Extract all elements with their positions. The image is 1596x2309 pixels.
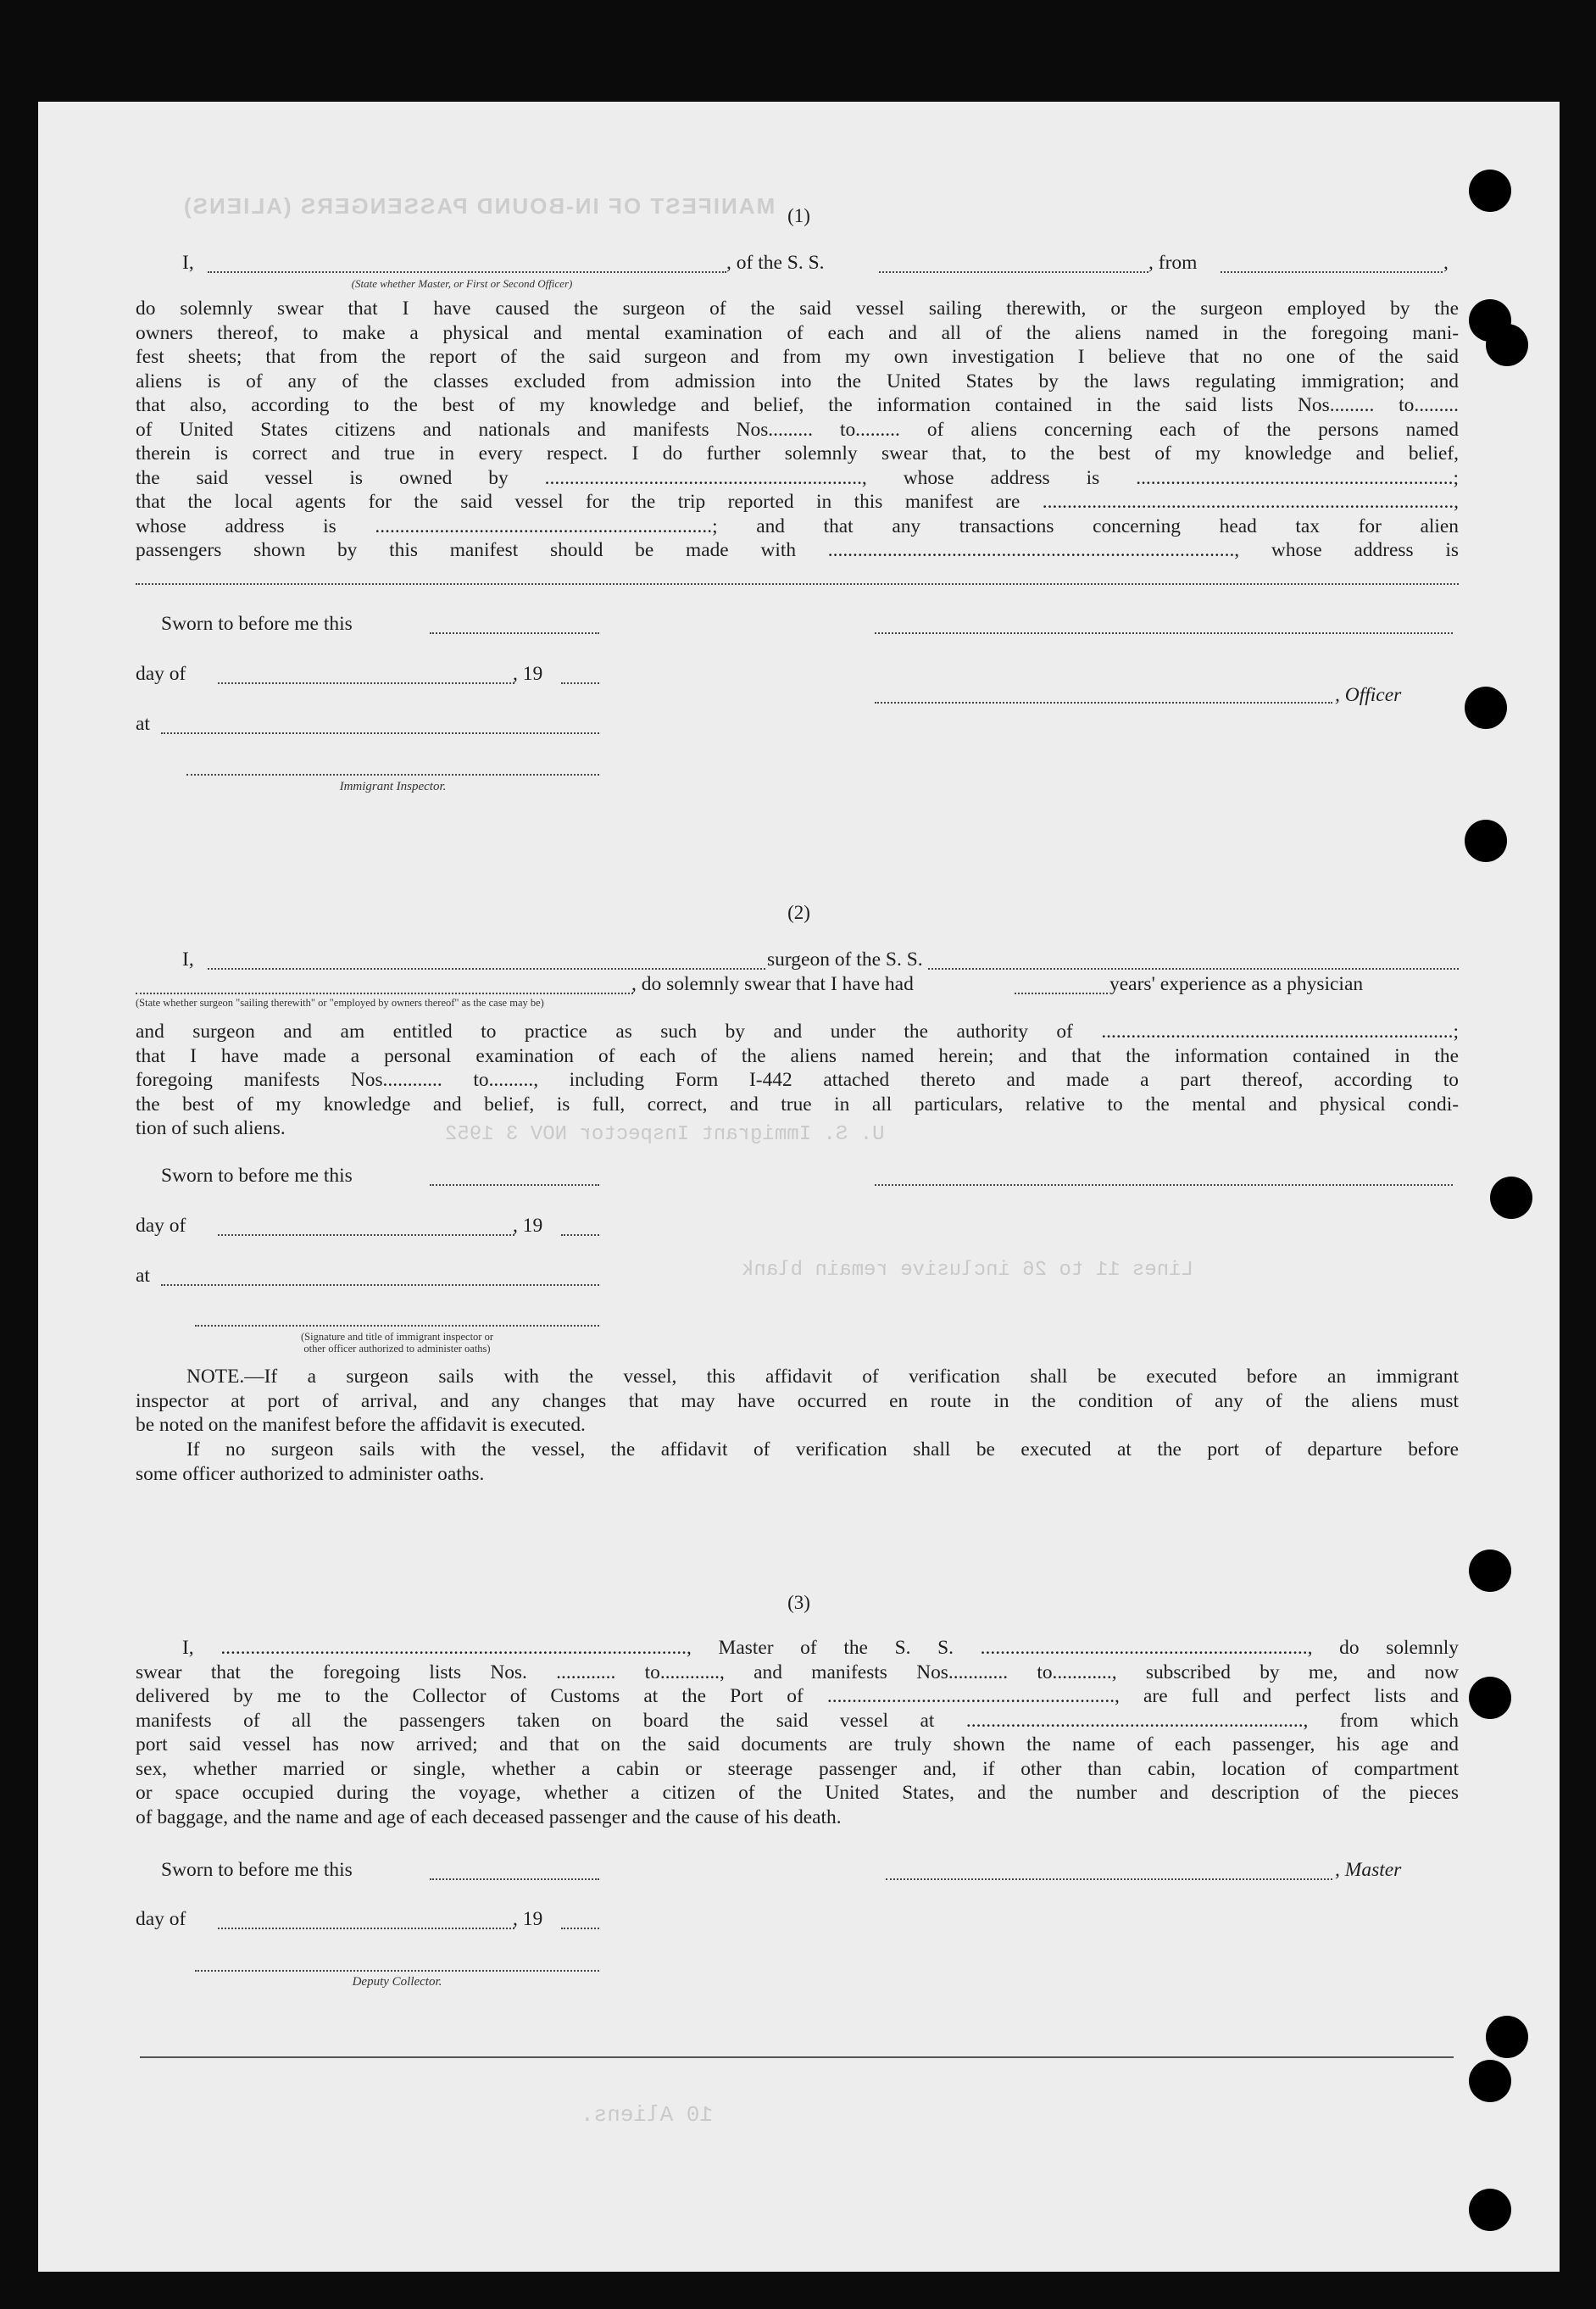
section-1-opening-i: I,	[182, 252, 194, 274]
paragraph-line: of baggage, and the name and age of each deceased passenger and the cause of his death.	[136, 1805, 842, 1828]
year-field	[561, 682, 599, 684]
section-2-oath-paragraph	[136, 1020, 1459, 1141]
bleed-through-footer: 10 Aliens.	[581, 2102, 714, 2128]
from-label: , from	[1148, 252, 1198, 274]
binder-hole	[1465, 820, 1507, 862]
at-label: at	[136, 1265, 150, 1287]
paragraph-line: that the local agents for the said vessel for the trip reported in this manifest are ...................................................................................,	[136, 491, 1459, 513]
year-label: , 19	[513, 1215, 543, 1237]
deputy-collector-caption: Deputy Collector.	[352, 1975, 442, 1989]
paragraph-line: that also, according to the best of my knowledge and belief, the information contained in the said lists Nos......... to.........	[136, 394, 1459, 416]
paragraph-line: sex, whether married or single, whether a cabin or steerage passenger and, if other than cabin, location of compartment	[136, 1757, 1459, 1780]
section-3-number: (3)	[787, 1592, 810, 1613]
section-3-oath-paragraph	[136, 1636, 1459, 1829]
surgeon-status-field	[136, 993, 633, 994]
paragraph-line: port said vessel has now arrived; and that on the said documents are truly shown the name of each passenger, his age and	[136, 1733, 1459, 1755]
surgeon-vessel-field	[928, 968, 1459, 970]
binder-hole	[1469, 170, 1511, 212]
month-field	[218, 1234, 514, 1236]
rank-field-note: (State whether Master, or First or Second Officer)	[351, 277, 573, 290]
master-label: , Master	[1335, 1859, 1402, 1881]
bleed-through-stamp: U. S. Immigrant Inspector NOV 3 1952	[445, 1123, 885, 1146]
paragraph-line: I, .............................................................................................., Master of the S. S. .................................................................., do solemnly	[182, 1637, 1459, 1659]
surgeon-oath-label: , do solemnly swear that I have had	[631, 973, 914, 995]
master-signature-field	[886, 1878, 1332, 1880]
paragraph-line: whose address is ....................................................................; and that any transactions concerning head tax for alien	[136, 515, 1459, 537]
year-label: , 19	[513, 1908, 543, 1930]
paragraph-line: or space occupied during the voyage, whether a citizen of the United States, and the number and description of the pieces	[136, 1782, 1459, 1804]
surgeon-of-ss-label: surgeon of the S. S.	[767, 949, 923, 971]
line-end-comma: ,	[1443, 252, 1449, 274]
paragraph-line: manifests of all the passengers taken on board the said vessel at ...................................................................., from which	[136, 1709, 1459, 1732]
surgeon-signature-field	[875, 1184, 1453, 1186]
paragraph-line: owners thereof, to make a physical and mental examination of each and all of the aliens named in the foregoing mani-	[136, 321, 1459, 344]
note-line: inspector at port of arrival, and any changes that may have occurred en route in the condition of any of the aliens must	[136, 1389, 1459, 1412]
deputy-collector-signature-field	[195, 1970, 599, 1972]
note-line: be noted on the manifest before the affidavit is executed.	[136, 1414, 586, 1436]
years-experience-field	[1015, 993, 1108, 994]
caption-line: (Signature and title of immigrant inspector or	[300, 1331, 494, 1343]
caption-line: other officer authorized to administer oaths)	[303, 1343, 491, 1355]
paragraph-line: fest sheets; that from the report of the said surgeon and from my own investigation I believe that no one of the said	[136, 346, 1459, 368]
note-line: some officer authorized to administer oaths.	[136, 1462, 485, 1485]
sworn-date-field	[430, 1184, 599, 1186]
bleed-through-lines-note: Lines 11 to 26 inclusive remain blank	[742, 1259, 1193, 1282]
officer-name-field	[875, 702, 1332, 704]
officer-label: , Officer	[1335, 684, 1402, 706]
paragraph-line: that I have made a personal examination of each of the aliens named herein; and that the information contained in the	[136, 1044, 1459, 1067]
paragraph-line: tion of such aliens.	[136, 1117, 286, 1139]
rank-field	[208, 271, 726, 273]
paragraph-line: foregoing manifests Nos............ to........., including Form I-442 attached thereto and made a part thereof, according to	[136, 1069, 1459, 1091]
paragraph-line: swear that the foregoing lists Nos. ............ to............, and manifests Nos............ to............, subscribed by me, and now	[136, 1661, 1459, 1683]
sworn-date-field	[430, 1878, 599, 1880]
years-experience-label: years' experience as a physician	[1109, 973, 1364, 995]
binder-hole	[1490, 1177, 1532, 1219]
paragraph-line: and surgeon and am entitled to practice as such by and under the authority of .......................................................................;	[136, 1021, 1459, 1043]
section-2-number: (2)	[787, 902, 810, 923]
day-of-label: day of	[136, 1908, 186, 1930]
section-2-opening-i: I,	[182, 949, 194, 971]
paragraph-line: aliens is of any of the classes excluded from admission into the United States by the laws regulating immigration; and	[136, 370, 1459, 392]
paragraph-line: delivered by me to the Collector of Customs at the Port of .........................................................., are full and perfect lists and	[136, 1685, 1459, 1707]
bleed-through-header: MANIFEST OF IN-BOUND PASSENGERS (ALIENS)	[182, 193, 776, 219]
immigrant-inspector-signature-field	[186, 774, 599, 776]
month-field	[218, 1928, 514, 1929]
address-continuation-field	[136, 583, 1459, 585]
surgeon-status-note: (State whether surgeon "sailing therewith" or "employed by owners thereof" as the case may be)	[136, 997, 544, 1009]
sworn-label: Sworn to before me this	[161, 613, 353, 635]
officer-signature-field	[875, 632, 1453, 634]
surgeon-name-field	[208, 968, 765, 970]
sworn-label: Sworn to before me this	[161, 1165, 353, 1187]
binder-hole	[1469, 2189, 1511, 2231]
note-line: If no surgeon sails with the vessel, the affidavit of verification shall be executed at the port of departure before	[186, 1438, 1459, 1461]
at-label: at	[136, 713, 150, 735]
paragraph-line: the best of my knowledge and belief, is full, correct, and true in all particulars, relative to the mental and physical condi-	[136, 1093, 1459, 1116]
section-1-oath-paragraph	[136, 297, 1459, 563]
place-field	[161, 1284, 599, 1286]
binder-hole	[1469, 2060, 1511, 2102]
note-paragraph	[136, 1365, 1459, 1438]
sworn-label: Sworn to before me this	[161, 1859, 353, 1881]
day-of-label: day of	[136, 663, 186, 685]
departure-port-field	[1221, 271, 1443, 273]
month-field	[218, 682, 514, 684]
of-the-ss-label: , of the S. S.	[726, 252, 825, 274]
paragraph-line: passengers shown by this manifest should be made with .................................................................................., whose address is	[136, 539, 1459, 561]
paragraph-line: the said vessel is owned by ................................................................, whose address is ................................................................;	[136, 466, 1459, 489]
note-paragraph-2	[136, 1438, 1459, 1486]
bottom-rule	[140, 2056, 1454, 2058]
paragraph-line: of United States citizens and nationals and manifests Nos......... to......... of aliens concerning each of the persons named	[136, 418, 1459, 441]
document-page	[38, 102, 1560, 2272]
section-1-number: (1)	[787, 205, 810, 226]
note-line: NOTE.—If a surgeon sails with the vessel, this affidavit of verification shall be executed before an immigrant	[186, 1366, 1459, 1388]
binder-hole	[1486, 2016, 1528, 2058]
day-of-label: day of	[136, 1215, 186, 1237]
paragraph-line: do solemnly swear that I have caused the surgeon of the said vessel sailing therewith, or the surgeon employed by the	[136, 298, 1459, 320]
immigrant-inspector-caption: Immigrant Inspector.	[339, 780, 447, 793]
year-field	[561, 1234, 599, 1236]
paragraph-line: therein is correct and true in every respect. I do further solemnly swear that, to the best of my knowledge and belief,	[136, 442, 1459, 465]
binder-hole	[1465, 687, 1507, 729]
binder-hole	[1486, 324, 1528, 366]
year-label: , 19	[513, 663, 543, 685]
binder-hole	[1469, 1550, 1511, 1592]
administering-officer-signature-field	[195, 1325, 599, 1327]
place-field	[161, 732, 599, 734]
binder-hole	[1469, 1677, 1511, 1719]
administering-officer-caption	[195, 1331, 599, 1355]
sworn-date-field	[430, 632, 599, 634]
year-field	[561, 1928, 599, 1929]
vessel-name-field	[879, 271, 1148, 273]
